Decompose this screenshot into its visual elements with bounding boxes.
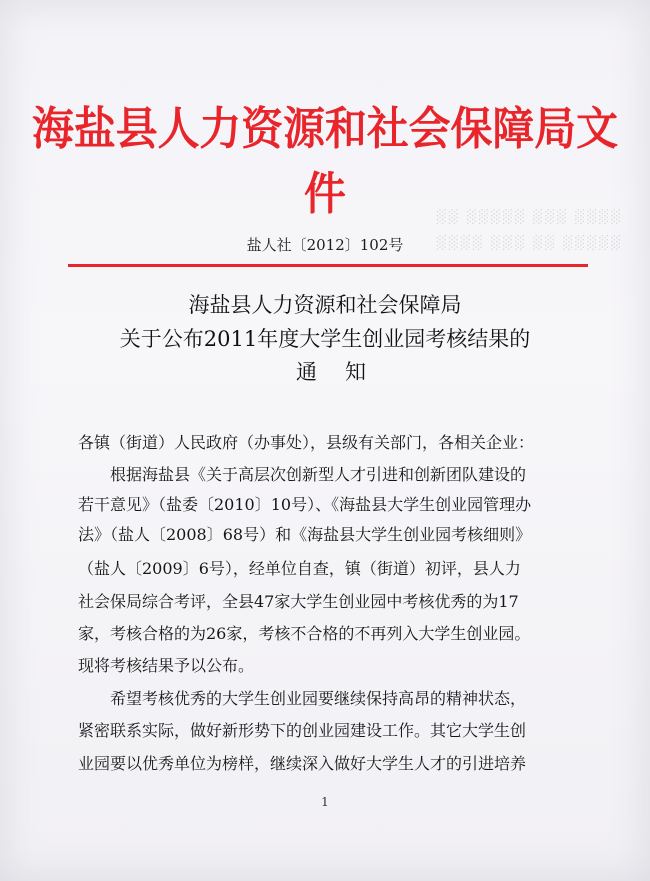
body-line: （盐人〔2009〕6号），经单位自查，镇（街道）初评，县人力 [78,559,521,578]
body-line: 紧密联系实际，做好新形势下的创业园建设工作。其它大学生创 [78,721,527,740]
bleed-through-text: ░░░░ ░░░ ░░░░░ ░░ ░░░░░ ░░ ░░░ ░░░░ [433,210,620,251]
body-line: 根据海盐县《关于高层次创新型人才引进和创新团队建设的 [78,465,527,484]
red-divider-line [68,264,588,267]
document-masthead: 海盐县人力资源和社会保障局文件 [32,102,618,220]
body-line: 社会保局综合考评，全县47家大学生创业园中考核优秀的为17 [78,592,519,611]
salutation: 各镇（街道）人民政府（办事处），县级有关部门，各相关企业： [78,433,535,452]
body-line: 希望考核优秀的大学生创业园要继续保持高昂的精神状态， [78,689,527,708]
body-line: 法》（盐人〔2008〕68号）和《海盐县大学生创业园考核细则》 [78,525,532,544]
body-line: 家，考核合格的为26家，考核不合格的不再列入大学生创业园。 [78,624,531,643]
page-number: 1 [321,795,329,809]
title-line-2: 关于公布2011年度大学生创业园考核结果的 [119,327,531,351]
document-number: 盐人社〔2012〕102号 [246,236,404,254]
body-line: 业园要以优秀单位为榜样，继续深入做好大学生人才的引进培养 [78,754,527,773]
body-line: 现将考核结果予以公布。 [78,656,255,675]
title-line-3: 通知 [296,360,394,384]
body-line: 若干意见》（盐委〔2010〕10号）、《海盐县大学生创业园管理办 [78,495,532,514]
title-line-1: 海盐县人力资源和社会保障局 [188,293,462,317]
